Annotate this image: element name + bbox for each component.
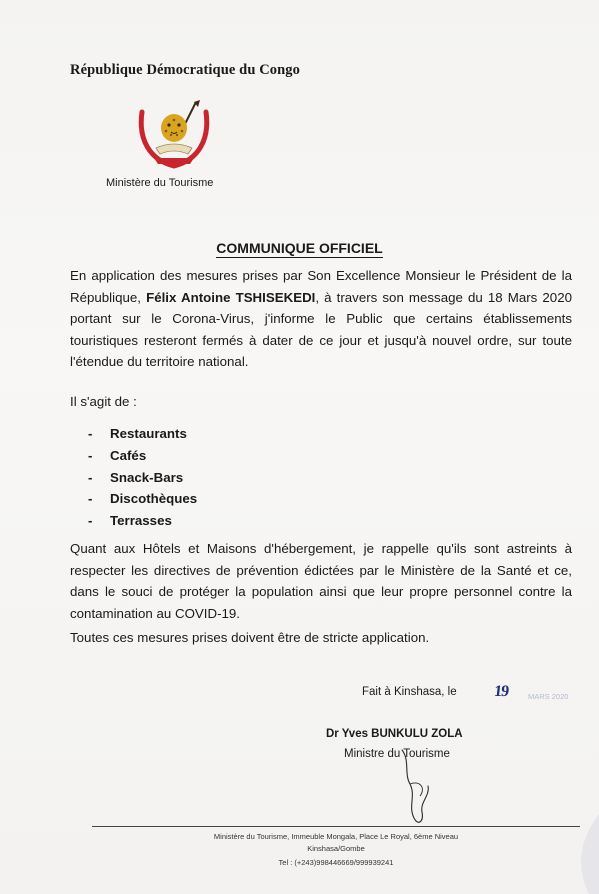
- list-dash: -: [88, 447, 93, 463]
- ministry-label: Ministère du Tourisme: [106, 177, 214, 189]
- list-dash: -: [88, 426, 93, 441]
- footer-city: Kinshasa/Gombe: [307, 844, 365, 853]
- footer-address: Ministère du Tourisme, Immeuble Mongala, Place Le Royal, 6ème Niveau: [213, 832, 459, 841]
- list-item-label: Snack-Bars: [110, 469, 184, 485]
- date-stamp-month: MARS 2020: [528, 692, 569, 701]
- footer-divider: [92, 826, 580, 827]
- list-dash: -: [88, 491, 93, 507]
- list-dash: -: [88, 469, 93, 485]
- coat-of-arms-emblem: [136, 100, 212, 172]
- date-stamp-day: 19: [493, 683, 509, 700]
- list-item: [88, 488, 197, 510]
- handwritten-signature: [380, 740, 470, 835]
- paragraph-intro: [70, 265, 572, 373]
- title-text: COMMUNIQUE OFFICIEL: [216, 240, 383, 256]
- country-heading: République Démocratique du Congo: [70, 62, 300, 78]
- president-name: Félix Antoine TSHISEKEDI: [146, 289, 316, 305]
- list-item-label: Cafés: [110, 447, 147, 463]
- p1-text-start: En application des mesures prises par Son Excellence Monsieur le Président de la République,: [70, 268, 572, 305]
- page-corner-shadow: [529, 814, 599, 894]
- place-date-label: Fait à Kinshasa, le: [362, 686, 457, 698]
- list-item-label: Restaurants: [110, 426, 187, 441]
- list-item-label: Discothèques: [110, 491, 198, 507]
- paragraph-hotels: Quant aux Hôtels et Maisons d'hébergement, je rappelle qu'ils sont astreints à respecter les directives de prévention édictées par le Ministère de la Santé et ce, dans le souci de protéger la population ainsi que leur propre personnel contre la contamination au COVID-19.: [70, 541, 572, 621]
- list-item: [88, 467, 197, 489]
- signer-name: Dr Yves BUNKULU ZOLA: [326, 728, 463, 740]
- p1-text-end: , à travers son message du 18 Mars 2020 portant sur le Corona-Virus, j'informe le Public que certains établissements touristiques resteront fermés à dater de ce jour et jusqu'à nouvel ordre, sur toute l'étendue du territoire national.: [70, 289, 572, 369]
- list-dash: -: [88, 513, 93, 529]
- list-item: [88, 445, 197, 467]
- footer-phone: Tel : (+243)998446669/999939241: [278, 858, 394, 867]
- establishment-list: [88, 423, 197, 532]
- signer-role: Ministre du Tourisme: [344, 748, 450, 760]
- list-item-label: Terrasses: [110, 513, 172, 529]
- list-item: [88, 510, 197, 532]
- paragraph-application: Toutes ces mesures prises doivent être de stricte application.: [70, 630, 430, 645]
- document-title: [0, 240, 599, 256]
- list-intro: Il s'agit de :: [70, 394, 137, 409]
- list-item: [88, 423, 197, 445]
